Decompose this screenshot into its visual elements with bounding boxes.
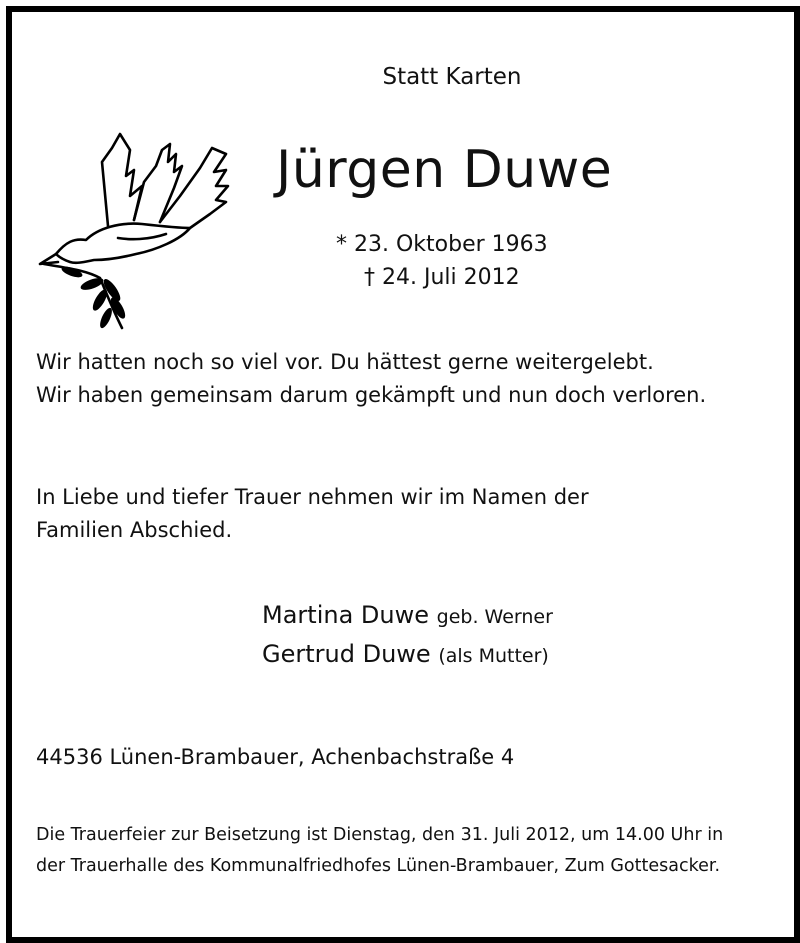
signer [262,636,553,675]
signers-list [262,597,553,675]
signer-note: geb. Werner [436,606,553,628]
verse-line: Wir haben gemeinsam darum gekämpft und nun doch verloren. [36,383,707,407]
life-dates [336,228,548,294]
family-address: 44536 Lünen-Brambauer, Achenbachstraße 4 [36,745,515,769]
signer-name: Gertrud Duwe [262,640,431,668]
deceased-name: Jürgen Duwe [276,140,613,200]
ceremony-line: Die Trauerfeier zur Beisetzung ist Dienstag, den 31. Juli 2012, um 14.00 Uhr in [36,825,724,845]
dove-icon [30,122,236,332]
signer-note: (als Mutter) [438,645,549,667]
signer [262,597,553,636]
death-date: † 24. Juli 2012 [364,265,520,290]
mourning-line: In Liebe und tiefer Trauer nehmen wir im Namen der [36,485,589,509]
mourning-line: Familien Abschied. [36,518,233,542]
ceremony-info [36,820,723,882]
mourning-statement [36,481,589,547]
birth-date: * 23. Oktober 1963 [336,232,548,257]
ceremony-line: der Trauerhalle des Kommunalfriedhofes Lünen-Brambauer, Zum Gottesacker. [36,856,721,876]
verse-line: Wir hatten noch so viel vor. Du hättest gerne weitergelebt. [36,350,654,374]
header-text: Statt Karten [382,64,522,90]
memorial-verse [36,346,706,412]
signer-name: Martina Duwe [262,601,429,629]
